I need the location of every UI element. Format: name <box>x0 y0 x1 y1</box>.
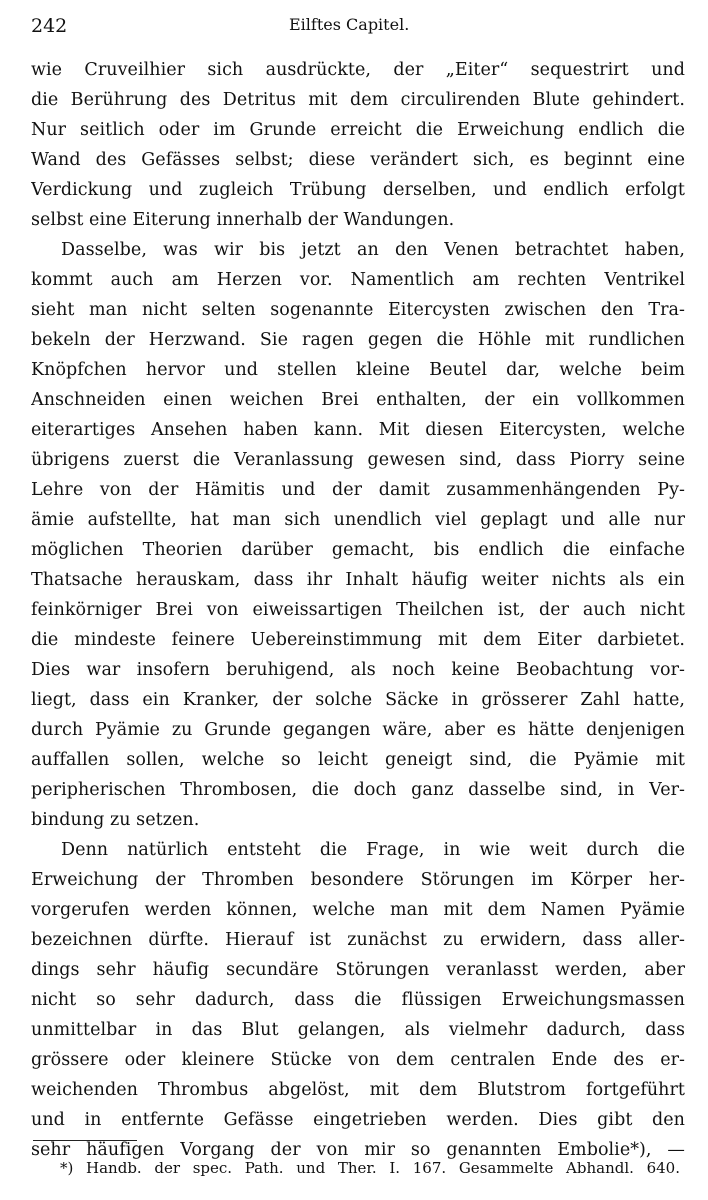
text-line: die mindeste feinere Uebereinstimmung mit dem Eiter darbietet. <box>31 630 685 650</box>
running-head: Eilftes Capitel. <box>289 15 410 34</box>
text-line: Lehre von der Hämitis und der damit zusammenhängenden Py- <box>31 480 685 500</box>
text-line: peripherischen Thrombosen, die doch ganz dasselbe sind, in Ver- <box>31 780 685 800</box>
footnote: *) Handb. der spec. Path. und Ther. I. 167. Gesammelte Abhandl. 640. <box>60 1159 680 1177</box>
text-line: Verdickung und zugleich Trübung derselben, und endlich erfolgt <box>31 180 685 200</box>
text-line: übrigens zuerst die Veranlassung gewesen sind, dass Piorry seine <box>31 450 685 470</box>
text-line: liegt, dass ein Kranker, der solche Säcke in grösserer Zahl hatte, <box>31 690 685 710</box>
text-line: wie Cruveilhier sich ausdrückte, der „Eiter“ sequestrirt und <box>31 60 685 80</box>
text-line: bezeichnen dürfte. Hierauf ist zunächst zu erwidern, dass aller- <box>31 930 685 950</box>
text-line: auffallen sollen, welche so leicht geneigt sind, die Pyämie mit <box>31 750 685 770</box>
text-line: eiterartiges Ansehen haben kann. Mit diesen Eitercysten, welche <box>31 420 685 440</box>
paragraph-start-line: Dasselbe, was wir bis jetzt an den Venen betrachtet haben, <box>61 240 685 260</box>
text-line: unmittelbar in das Blut gelangen, als vielmehr dadurch, dass <box>31 1020 685 1040</box>
text-line: Thatsache herauskam, dass ihr Inhalt häufig weiter nichts als ein <box>31 570 685 590</box>
text-line: Dies war insofern beruhigend, als noch keine Beobachtung vor- <box>31 660 685 680</box>
text-line: dings sehr häufig secundäre Störungen veranlasst werden, aber <box>31 960 685 980</box>
text-line: die Berührung des Detritus mit dem circulirenden Blute gehindert. <box>31 90 685 110</box>
text-line: vorgerufen werden können, welche man mit dem Namen Pyämie <box>31 900 685 920</box>
text-line: nicht so sehr dadurch, dass die flüssigen Erweichungsmassen <box>31 990 685 1010</box>
text-line: durch Pyämie zu Grunde gegangen wäre, aber es hätte denjenigen <box>31 720 685 740</box>
text-line: sehr häufigen Vorgang der von mir so genannten Embolie*), — <box>31 1140 685 1160</box>
text-line: feinkörniger Brei von eiweissartigen Theilchen ist, der auch nicht <box>31 600 685 620</box>
text-line: Anschneiden einen weichen Brei enthalten, der ein vollkommen <box>31 390 685 410</box>
text-line: bindung zu setzen. <box>31 810 200 830</box>
text-line: grössere oder kleinere Stücke von dem centralen Ende des er- <box>31 1050 685 1070</box>
text-line: ämie aufstellte, hat man sich unendlich viel geplagt und alle nur <box>31 510 685 530</box>
text-line: und in entfernte Gefässe eingetrieben werden. Dies gibt den <box>31 1110 685 1130</box>
text-line: kommt auch am Herzen vor. Namentlich am rechten Ventrikel <box>31 270 685 290</box>
paragraph-start-line: Denn natürlich entsteht die Frage, in wie weit durch die <box>61 840 685 860</box>
text-line: bekeln der Herzwand. Sie ragen gegen die Höhle mit rundlichen <box>31 330 685 350</box>
text-line: Erweichung der Thromben besondere Störungen im Körper her- <box>31 870 685 890</box>
text-line: Nur seitlich oder im Grunde erreicht die Erweichung endlich die <box>31 120 685 140</box>
text-line: Wand des Gefässes selbst; diese verändert sich, es beginnt eine <box>31 150 685 170</box>
text-line: sieht man nicht selten sogenannte Eitercysten zwischen den Tra- <box>31 300 685 320</box>
text-line: Knöpfchen hervor und stellen kleine Beutel dar, welche beim <box>31 360 685 380</box>
footnote-divider <box>33 1140 137 1141</box>
text-line: selbst eine Eiterung innerhalb der Wandungen. <box>31 210 455 230</box>
text-line: möglichen Theorien darüber gemacht, bis endlich die einfache <box>31 540 685 560</box>
text-line: weichenden Thrombus abgelöst, mit dem Blutstrom fortgeführt <box>31 1080 685 1100</box>
page-number: 242 <box>31 15 68 37</box>
